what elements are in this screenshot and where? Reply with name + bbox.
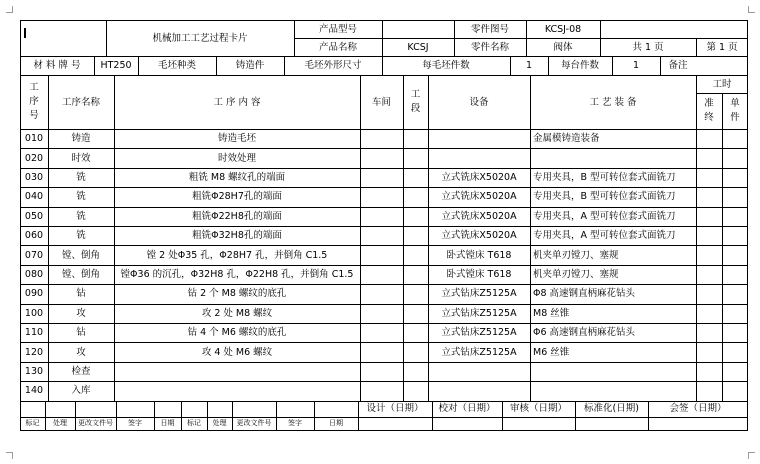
page-corner-mark <box>748 452 755 459</box>
blank-type-label: 毛坯种类 <box>157 60 196 71</box>
operation-content: 粗铣Φ22H8孔的端面 <box>192 210 282 222</box>
signoff-countersign: 会签（日期） <box>669 403 727 415</box>
revision-label: 处理 <box>212 419 227 428</box>
column-header-tooling: 工 艺 装 备 <box>589 96 637 108</box>
revision-label: 更改文件号 <box>236 419 272 428</box>
operation-content <box>114 362 360 381</box>
operation-content: 粗铣Φ28H7孔的端面 <box>192 191 282 203</box>
operation-content: 粗铣 M8 螺纹孔的端面 <box>188 171 286 183</box>
operation-seq: 010 <box>24 133 44 145</box>
operation-tooling: 专用夹具，A 型可转位套式面铣刀 <box>533 210 676 222</box>
operation-seq: 070 <box>24 249 44 261</box>
operation-tooling: 金属模铸造装备 <box>533 133 600 145</box>
operation-tooling: Φ6 高速钢直柄麻花钻头 <box>533 327 636 339</box>
revision-label: 标记 <box>187 419 201 428</box>
column-header-prep: 准 终 <box>704 98 714 123</box>
revision-label: 处理 <box>53 419 67 428</box>
revision-label: 签字 <box>288 419 302 428</box>
revision-label: 日期 <box>329 419 343 428</box>
operation-equipment: 立式铣床X5020A <box>441 230 517 242</box>
operation-seq: 030 <box>24 171 44 183</box>
operation-seq: 130 <box>24 365 44 377</box>
product-name-value: KCSJ <box>407 41 429 53</box>
page-number: 第 1 页 <box>706 41 738 53</box>
operation-name: 钻 <box>76 327 86 339</box>
operation-name: 时效 <box>71 152 91 164</box>
material-value: HT250 <box>100 60 132 71</box>
operation-content: 粗铣Φ32H8孔的端面 <box>192 230 282 242</box>
operation-content: 钻 4 个 M6 螺纹的底孔 <box>187 327 287 339</box>
operation-name: 镗、倒角 <box>61 268 100 280</box>
operation-name: 钻 <box>76 288 86 300</box>
operation-name: 入库 <box>71 385 91 397</box>
product-model-label: 产品型号 <box>318 23 357 35</box>
operation-equipment <box>428 362 530 381</box>
operation-content: 攻 4 处 M6 螺纹 <box>201 346 273 358</box>
column-header-section: 工 段 <box>410 89 421 114</box>
operation-seq: 100 <box>24 307 44 319</box>
operation-equipment: 立式铣床X5020A <box>441 210 517 222</box>
column-header-content: 工 序 内 容 <box>213 96 261 108</box>
page-corner-mark <box>6 452 13 459</box>
operation-content: 时效处理 <box>217 152 256 164</box>
operation-equipment: 卧式镗床 T618 <box>446 268 512 280</box>
blank-type-value: 铸造件 <box>235 60 265 71</box>
signoff-review: 审核（日期） <box>509 403 567 415</box>
column-header-seq: 工 序 号 <box>29 82 39 121</box>
revision-label: 标记 <box>25 419 40 428</box>
operation-tooling: Φ8 高速钢直柄麻花钻头 <box>533 288 636 300</box>
operation-tooling: 专用夹具，B 型可转位套式面铣刀 <box>533 171 676 183</box>
operation-seq: 020 <box>24 152 44 164</box>
operation-seq: 110 <box>24 327 44 339</box>
column-header-unit: 单 件 <box>730 98 740 123</box>
per-unit-value: 1 <box>632 60 640 71</box>
cursor-mark <box>24 28 26 38</box>
revision-label: 签字 <box>128 419 142 428</box>
operation-name: 铸造 <box>71 133 91 145</box>
page-corner-mark <box>748 6 755 13</box>
per-unit-label: 每台件数 <box>560 60 599 71</box>
operation-content: 钻 2 个 M8 螺纹的底孔 <box>187 288 287 300</box>
operation-tooling <box>530 148 696 167</box>
operation-equipment: 立式铣床X5020A <box>441 171 517 183</box>
frame-bottom <box>20 430 748 431</box>
operation-equipment: 立式钻床Z5125A <box>441 327 517 339</box>
operation-seq: 060 <box>24 230 44 242</box>
operation-name: 镗、倒角 <box>61 249 100 261</box>
column-header-workshop: 车间 <box>371 96 391 108</box>
revision-label: 更改文件号 <box>78 419 113 428</box>
grid-line <box>722 93 723 401</box>
revision-label: 日期 <box>160 419 175 428</box>
operation-name: 检查 <box>71 365 91 377</box>
product-name-label: 产品名称 <box>318 41 357 53</box>
product-model-value <box>382 20 454 38</box>
operation-content: 镗Φ36 的沉孔，Φ32H8 孔，Φ22H8 孔，并倒角 C1.5 <box>120 268 354 280</box>
operation-seq: 040 <box>24 191 44 203</box>
operation-content <box>114 381 360 400</box>
operation-seq: 120 <box>24 346 44 358</box>
operation-equipment <box>428 148 530 167</box>
operation-content: 铸造毛坯 <box>217 133 256 145</box>
remark-label: 备注 <box>668 60 688 71</box>
operation-tooling: 专用夹具，A 型可转位套式面铣刀 <box>533 230 676 242</box>
signoff-proofread: 校对（日期） <box>438 403 496 415</box>
operation-name: 铣 <box>76 171 86 183</box>
column-header-time: 工时 <box>712 78 732 90</box>
operation-seq: 140 <box>24 385 44 397</box>
per-blank-label: 每毛坯件数 <box>422 60 470 71</box>
operation-content: 镗 2 处Φ35 孔，Φ28H7 孔，并倒角 C1.5 <box>146 249 328 261</box>
operation-name: 攻 <box>76 307 86 319</box>
operation-seq: 050 <box>24 210 44 222</box>
operation-tooling: M8 丝锥 <box>533 307 570 319</box>
part-name-value: 阀体 <box>553 41 573 53</box>
part-drawing-no-label: 零件图号 <box>470 23 509 35</box>
operation-name: 铣 <box>76 191 86 203</box>
page-corner-mark <box>6 6 13 13</box>
column-header-equipment: 设备 <box>469 96 489 108</box>
process-card <box>20 20 748 430</box>
per-blank-value: 1 <box>525 60 533 71</box>
operation-seq: 080 <box>24 268 44 280</box>
operation-tooling <box>530 381 696 400</box>
card-title: 机械加工工艺过程卡片 <box>152 32 248 44</box>
operation-equipment: 卧式镗床 T618 <box>446 249 512 261</box>
operation-equipment: 立式钻床Z5125A <box>441 288 517 300</box>
operation-tooling: 机夹单刃镗刀、塞规 <box>533 249 619 261</box>
operation-tooling: M6 丝锥 <box>533 346 570 358</box>
operation-content: 攻 2 处 M8 螺纹 <box>201 307 273 319</box>
operation-name: 攻 <box>76 346 86 358</box>
blank-size-label: 毛坯外形尺寸 <box>304 60 362 71</box>
operation-name: 铣 <box>76 210 86 222</box>
operation-equipment <box>428 129 530 148</box>
operation-equipment: 立式钻床Z5125A <box>441 307 517 319</box>
signoff-design: 设计（日期） <box>366 403 424 415</box>
operation-seq: 090 <box>24 288 44 300</box>
part-name-label: 零件名称 <box>470 41 509 53</box>
operation-equipment: 立式钻床Z5125A <box>441 346 517 358</box>
column-header-name: 工序名称 <box>61 96 100 108</box>
operation-equipment <box>428 381 530 400</box>
operation-tooling <box>530 362 696 381</box>
operation-name: 铣 <box>76 230 86 242</box>
total-pages: 共 1 页 <box>632 41 664 53</box>
part-drawing-no-value: KCSJ-08 <box>544 23 582 35</box>
operation-tooling: 专用夹具，B 型可转位套式面铣刀 <box>533 191 676 203</box>
operation-tooling: 机夹单刃镗刀、塞规 <box>533 268 619 280</box>
material-label: 材 料 牌 号 <box>33 60 81 71</box>
signoff-standard: 标准化(日期) <box>584 403 639 415</box>
operation-equipment: 立式铣床X5020A <box>441 191 517 203</box>
